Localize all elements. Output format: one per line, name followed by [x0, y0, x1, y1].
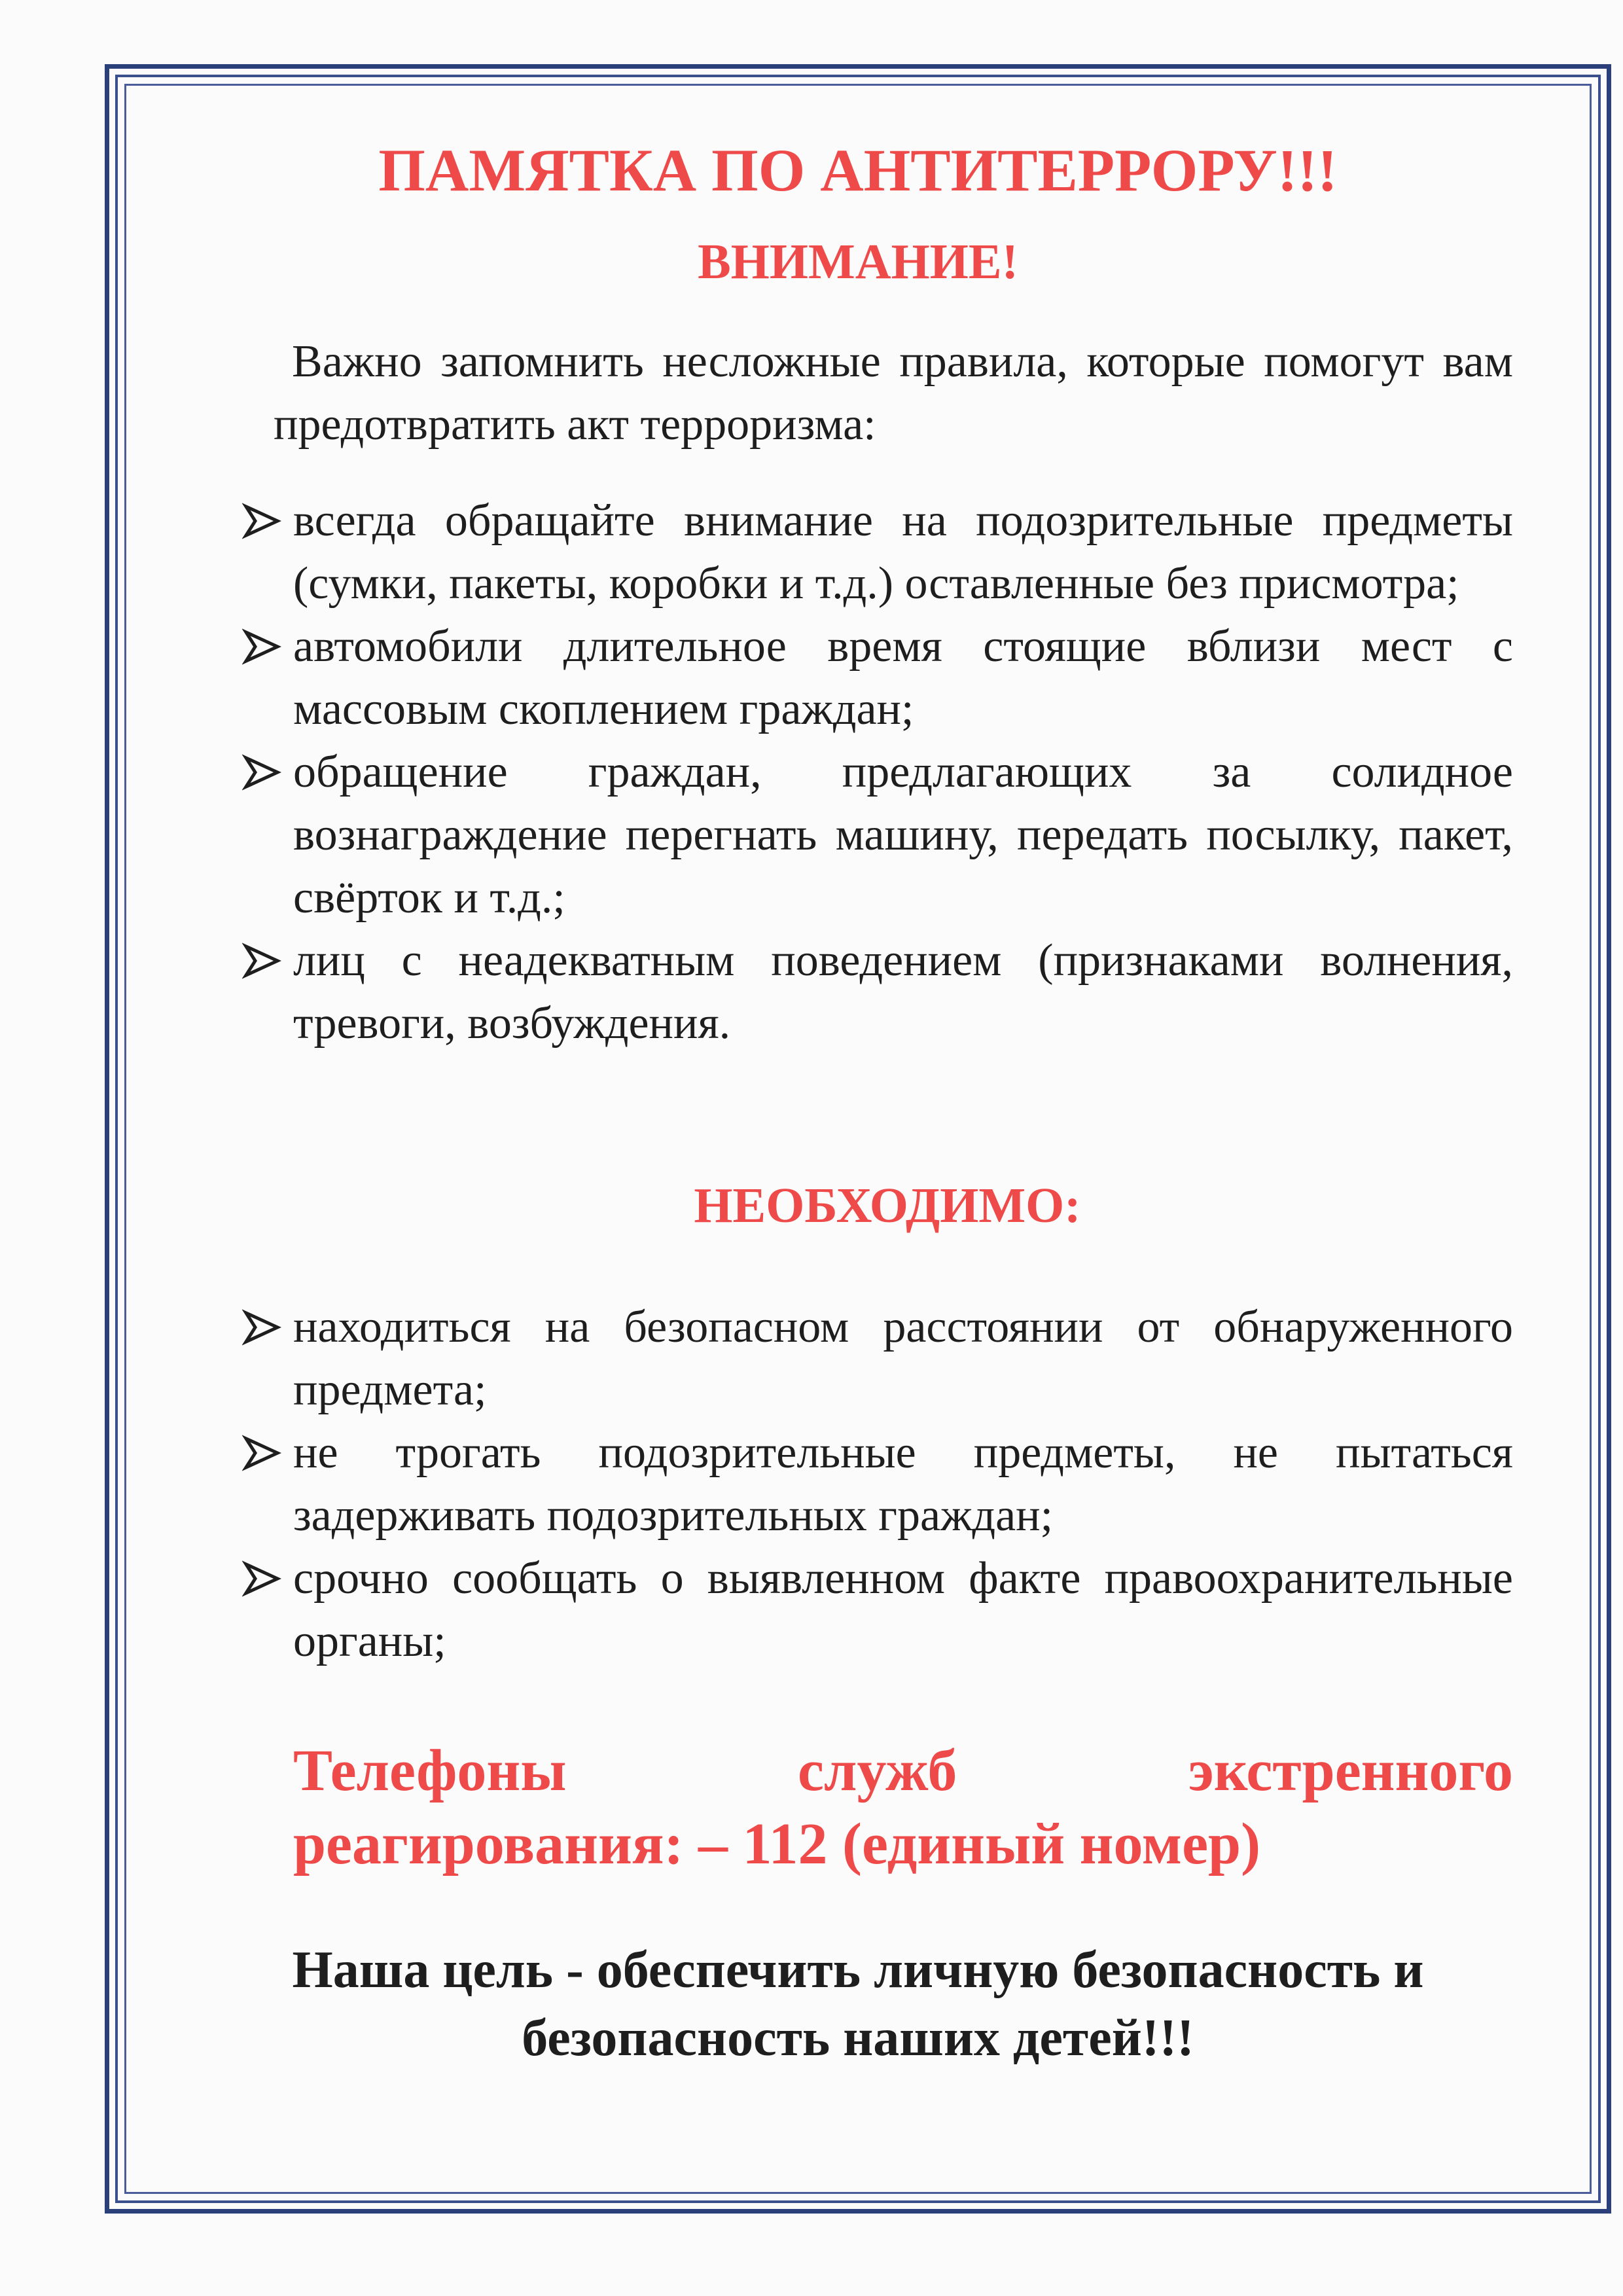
goal-line2: безопасность наших детей!!!: [522, 2009, 1194, 2067]
list-item: [242, 741, 1513, 929]
list-item-text: всегда обращайте внимание на подозрительные предметы (сумки, пакеты, коробки и т.д.) оставленные без присмотра;: [293, 495, 1513, 609]
list-item: [242, 1296, 1513, 1422]
list-item: [242, 615, 1513, 741]
attention-heading: ВНИМАНИЕ!: [698, 234, 1018, 289]
necessary-heading: НЕОБХОДИМО:: [694, 1178, 1081, 1233]
list-item: [242, 929, 1513, 1055]
list-item-text: лиц с неадекватным поведением (признаками волнения, тревоги, возбуждения.: [293, 935, 1513, 1049]
necessary-list: [242, 1296, 1513, 1673]
page-title: ПАМЯТКА ПО АНТИТЕРРОРУ!!!: [378, 137, 1338, 204]
emergency-phones-line1: Телефоны служб экстренного: [293, 1738, 1513, 1803]
goal-line1: Наша цель - обеспечить личную безопасность и: [292, 1941, 1424, 1999]
list-item-text: обращение граждан, предлагающих за солидное вознаграждение перегнать машину, передать посылку, пакет, свёрток и т.д.;: [293, 747, 1513, 923]
list-item-text: автомобили длительное время стоящие вблизи мест с массовым скоплением граждан;: [293, 621, 1513, 734]
list-item-text: срочно сообщать о выявленном факте правоохранительные органы;: [293, 1553, 1513, 1666]
intro-paragraph: Важно запомнить несложные правила, которые помогут вам предотвратить акт терроризма:: [274, 336, 1513, 450]
list-item-text: находиться на безопасном расстоянии от обнаруженного предмета;: [293, 1302, 1513, 1415]
arrow-bullet-icon: [242, 1433, 281, 1473]
arrow-bullet-icon: [242, 627, 281, 666]
emergency-phones-line2: реагирования: – 112 (единый номер): [293, 1812, 1261, 1876]
arrow-bullet-icon: [242, 941, 281, 980]
arrow-bullet-icon: [242, 501, 281, 541]
list-item: [242, 490, 1513, 615]
list-item: [242, 1547, 1513, 1673]
attention-list: [242, 490, 1513, 1055]
list-item-text: не трогать подозрительные предметы, не пытаться задерживать подозрительных граждан;: [293, 1427, 1513, 1541]
arrow-bullet-icon: [242, 753, 281, 792]
arrow-bullet-icon: [242, 1308, 281, 1347]
emergency-phones: [293, 1734, 1513, 1881]
goal-statement: [124, 1936, 1592, 2072]
arrow-bullet-icon: [242, 1559, 281, 1598]
list-item: [242, 1422, 1513, 1547]
